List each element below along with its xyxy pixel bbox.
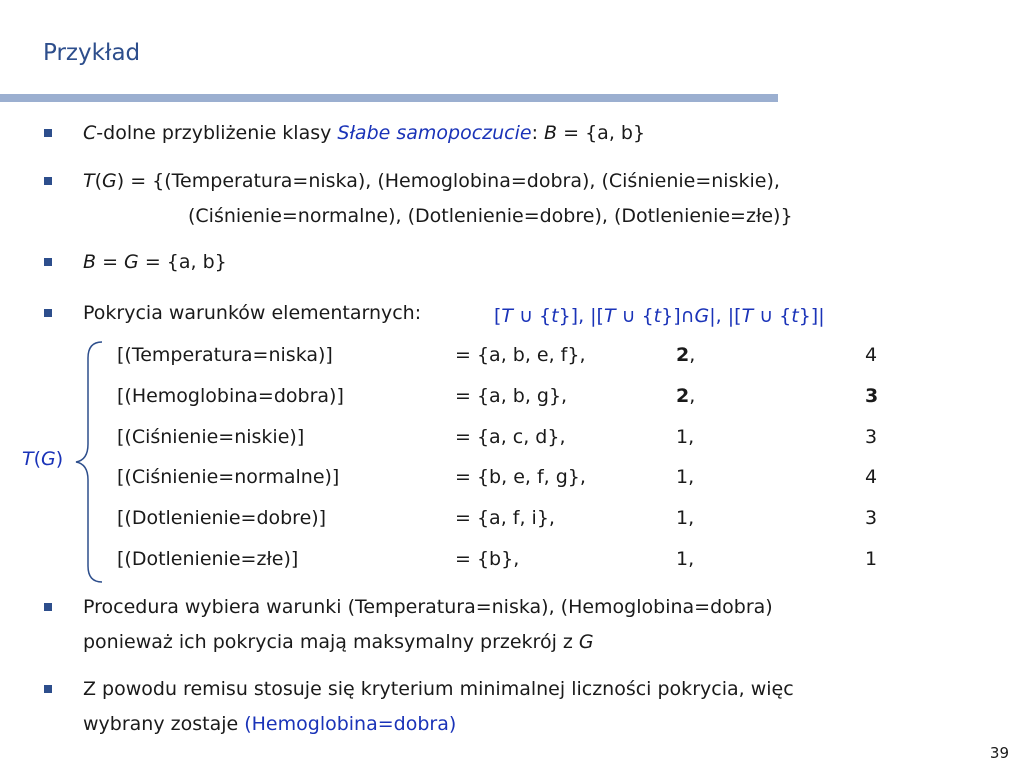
chosen-condition: (Hemoglobina=dobra) (244, 713, 457, 735)
title-underline (0, 94, 778, 102)
size-cell: 3 (865, 385, 879, 407)
bullet-marker (44, 603, 52, 611)
bullet-lower-approximation: C-dolne przybliżenie klasy Słabe samopoczucie: B = {a, b} (83, 122, 646, 144)
intersection-cell: 2, (676, 385, 696, 407)
bullet-procedure: Procedura wybiera warunki (Temperatura=niska), (Hemoglobina=dobra) (83, 596, 773, 618)
cover-cell: = {b, e, f, g}, (455, 466, 586, 488)
bullet-tie-break: Z powodu remisu stosuje się kryterium minimalnej liczności pokrycia, więc (83, 678, 794, 700)
condition-cell: [(Ciśnienie=normalne)] (117, 466, 340, 488)
intersection-cell: 1, (676, 548, 695, 570)
bullet-coverings-heading: Pokrycia warunków elementarnych: (83, 302, 422, 324)
intersection-cell: 1, (676, 507, 695, 529)
bullet-procedure-continuation: ponieważ ich pokrycia mają maksymalny przekrój z G (83, 631, 594, 653)
bullet-tie-break-continuation: wybrany zostaje (Hemoglobina=dobra) (83, 713, 457, 735)
cover-cell: = {a, f, i}, (455, 507, 555, 529)
slide-title: Przykład (43, 40, 141, 66)
page-number: 39 (989, 744, 1009, 762)
condition-cell: [(Ciśnienie=niskie)] (117, 426, 305, 448)
bullet-marker (44, 129, 52, 137)
bullet-marker (44, 309, 52, 317)
bullet-tg-set-continuation: (Ciśnienie=normalne), (Dotlenienie=dobre), (Dotlenienie=złe)} (188, 205, 793, 227)
size-cell: 3 (865, 507, 878, 529)
tg-label: T(G) (22, 448, 64, 470)
intersection-cell: 1, (676, 466, 695, 488)
curly-brace (74, 340, 106, 584)
class-name: Słabe samopoczucie (337, 122, 532, 144)
condition-cell: [(Hemoglobina=dobra)] (117, 385, 344, 407)
bullet-tg-set: T(G) = {(Temperatura=niska), (Hemoglobina=dobra), (Ciśnienie=niskie), (83, 170, 780, 192)
bullet-marker (44, 258, 52, 266)
coverings-formula: [T ∪ {t}], |[T ∪ {t}]∩G|, |[T ∪ {t}]| (494, 305, 825, 327)
cover-cell: = {a, b, e, f}, (455, 344, 586, 366)
size-cell: 1 (865, 548, 878, 570)
condition-cell: [(Dotlenienie=złe)] (117, 548, 299, 570)
cover-cell: = {b}, (455, 548, 520, 570)
size-cell: 4 (865, 344, 878, 366)
intersection-cell: 1, (676, 426, 695, 448)
size-cell: 3 (865, 426, 878, 448)
cover-cell: = {a, b, g}, (455, 385, 568, 407)
size-cell: 4 (865, 466, 878, 488)
cover-cell: = {a, c, d}, (455, 426, 566, 448)
bullet-marker (44, 177, 52, 185)
condition-cell: [(Temperatura=niska)] (117, 344, 333, 366)
intersection-cell: 2, (676, 344, 696, 366)
bullet-b-equals-g: B = G = {a, b} (83, 251, 227, 273)
bullet-marker (44, 685, 52, 693)
condition-cell: [(Dotlenienie=dobre)] (117, 507, 327, 529)
